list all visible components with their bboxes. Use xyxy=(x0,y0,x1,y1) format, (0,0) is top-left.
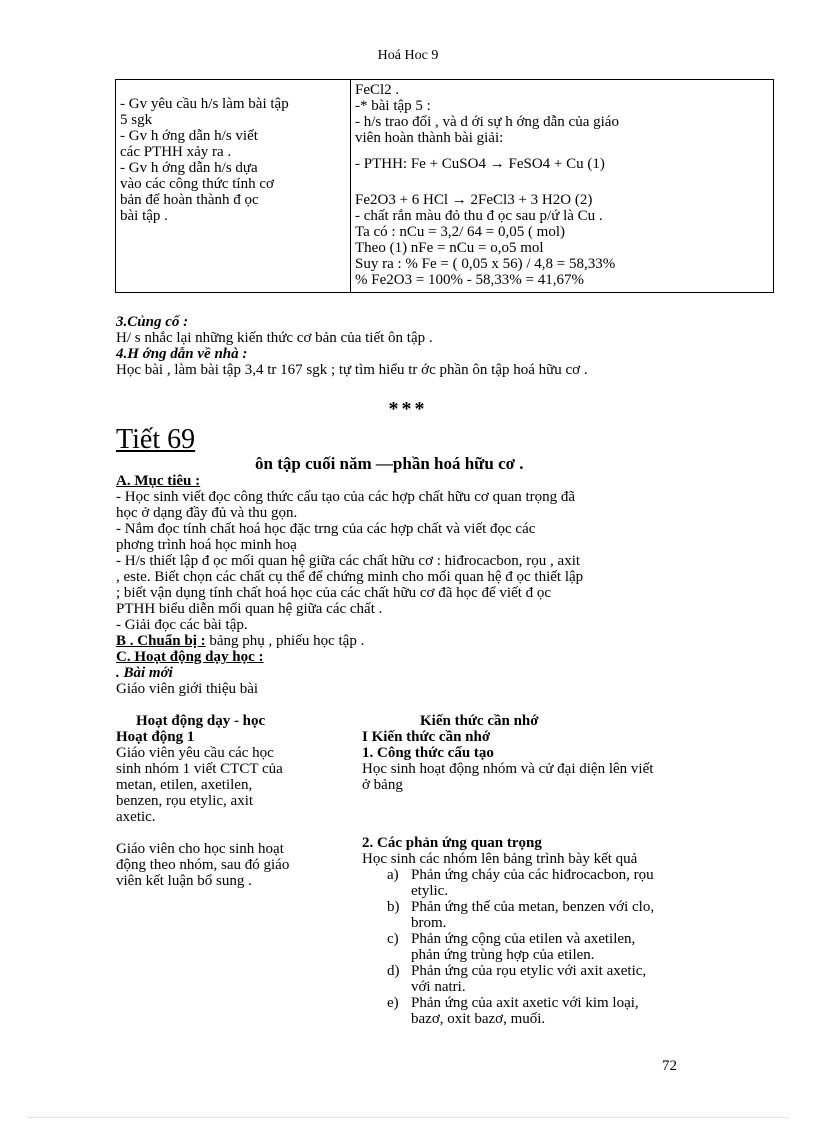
text-line: các PTHH xảy ra . xyxy=(120,144,232,160)
subsection-heading: 1. Công thức cấu tạo xyxy=(362,745,494,761)
text-line: - Gv h ớng dẫn h/s dựa xyxy=(120,160,258,176)
column-heading: Hoạt động dạy - học xyxy=(136,713,266,729)
footer-divider xyxy=(28,1117,788,1118)
text-line: , este. Biết chọn các chất cụ thể để chứng minh cho mối quan hệ đ ọc thiết lập xyxy=(116,569,584,585)
text-line: Học sinh hoạt động nhóm và cử đại diện lên viết xyxy=(362,761,654,777)
text-line: phơng trình hoá học minh hoạ xyxy=(116,537,297,553)
text-line: viên hoàn thành bài giải: xyxy=(355,130,504,146)
new-lesson-label: . Bài mới xyxy=(116,665,173,681)
objectives-section xyxy=(116,473,776,697)
text-line: sinh nhóm 1 viết CTCT của xyxy=(116,761,283,777)
text-line: - chất rắn màu đỏ thu đ ọc sau p/ứ là Cu . xyxy=(355,208,603,224)
summary-section xyxy=(116,314,776,378)
text-line: axetic. xyxy=(116,809,156,825)
section-text: bảng phụ , phiếu học tập . xyxy=(205,633,365,649)
section-title: A. Mục tiêu : xyxy=(116,473,201,489)
reaction-list xyxy=(362,867,762,1027)
separator-stars: *** xyxy=(388,398,428,420)
section-title: 4.H ớng dẫn về nhà : xyxy=(116,346,248,362)
activity-column xyxy=(116,713,341,889)
student-column xyxy=(351,80,774,293)
text-line: Giáo viên yêu cầu các học xyxy=(116,745,274,761)
text-line: bài tập . xyxy=(120,208,168,224)
section-title: B . Chuẩn bị : xyxy=(116,633,206,649)
text-line: Theo (1) nFe = nCu = o,o5 mol xyxy=(355,240,544,256)
text-line: - Nắm đọc tính chất hoá học đặc trng của các hợp chất và viết đọc các xyxy=(116,521,536,537)
activity-heading: Hoạt động 1 xyxy=(116,729,195,745)
section-title: C. Hoạt động dạy học : xyxy=(116,649,264,665)
text-line: viên kết luận bổ sung . xyxy=(116,873,252,889)
section-text: H/ s nhắc lại những kiến thức cơ bản của tiết ôn tập . xyxy=(116,330,433,346)
knowledge-column xyxy=(362,713,762,1027)
list-item: d) Phản ứng của rọu etylic với axit axetic, với natri. xyxy=(387,963,647,995)
text-line: động theo nhóm, sau đó giáo xyxy=(116,857,290,873)
text-line: ở bảng xyxy=(362,777,403,793)
exercise-table xyxy=(115,79,774,293)
text-line: bản để hoàn thành đ ọc xyxy=(120,192,259,208)
text-line: - Giải đọc các bài tập. xyxy=(116,617,248,633)
text-line: benzen, rọu etylic, axit xyxy=(116,793,254,809)
list-item: b) Phản ứng thế của metan, benzen với clo, brom. xyxy=(387,899,655,931)
text-line: - Học sinh viết đọc công thức cấu tạo của các hợp chất hữu cơ quan trọng đã xyxy=(116,489,576,505)
section-title: 3.Củng cố : xyxy=(116,314,189,330)
text-line: vào các công thức tính cơ xyxy=(120,176,274,192)
text-line: - h/s trao đổi , và d ới sự h ớng dẫn của giáo xyxy=(355,114,619,130)
text-line: metan, etilen, axetilen, xyxy=(116,777,253,793)
text-line: - Gv h ớng dẫn h/s viết xyxy=(120,128,258,144)
text-line: học ở dạng đầy đủ và thu gọn. xyxy=(116,505,298,521)
text-line: -* bài tập 5 : xyxy=(355,98,431,114)
lesson-title: ôn tập cuối năm —phần hoá hữu cơ . xyxy=(255,454,524,473)
page-header: Hoá Hoc 9 xyxy=(377,48,439,63)
prep-line xyxy=(116,633,776,649)
subsection-heading: 2. Các phản ứng quan trọng xyxy=(362,835,542,851)
page-number: 72 xyxy=(662,1058,677,1074)
equation-line: - PTHH: Fe + CuSO4 → FeSO4 + Cu (1) xyxy=(355,156,605,172)
text-line: - H/s thiết lập đ ọc mối quan hệ giữa các chất hữu cơ : hiđrocacbon, rọu , axit xyxy=(116,553,581,569)
list-item: a) Phản ứng cháy của các hiđrocacbon, rọu etylic. xyxy=(387,867,654,899)
text-line: PTHH biểu diễn mối quan hệ giữa các chất . xyxy=(116,601,383,617)
text-line: ; biết vận dụng tính chất hoá học của các chất hữu cơ đã học để viết đ ọc xyxy=(116,585,552,601)
text-line: Học sinh các nhóm lên bảng trình bày kết quả xyxy=(362,851,638,867)
section-heading: I Kiến thức cần nhớ xyxy=(362,729,491,745)
text-line: Suy ra : % Fe = ( 0,05 x 56) / 4,8 = 58,33% xyxy=(355,256,616,272)
text-line: Ta có : nCu = 3,2/ 64 = 0,05 ( mol) xyxy=(355,224,566,240)
section-text: Giáo viên giới thiệu bài xyxy=(116,681,259,697)
text-line: FeCl2 . xyxy=(355,82,400,98)
text-line: - Gv yêu cầu h/s làm bài tập xyxy=(120,96,289,112)
teacher-column xyxy=(116,80,351,293)
lesson-number: Tiết 69 xyxy=(116,424,196,455)
list-item: e) Phản ứng của axit axetic với kim loại, bazơ, oxit bazơ, muối. xyxy=(387,995,639,1027)
section-text: Học bài , làm bài tập 3,4 tr 167 sgk ; tự tìm hiểu tr ớc phần ôn tập hoá hữu cơ . xyxy=(116,362,588,378)
text-line: Giáo viên cho học sinh hoạt xyxy=(116,841,284,857)
column-heading: Kiến thức cần nhớ xyxy=(420,713,539,729)
equation-line: Fe2O3 + 6 HCl → 2FeCl3 + 3 H2O (2) xyxy=(355,192,593,208)
text-line: % Fe2O3 = 100% - 58,33% = 41,67% xyxy=(355,272,584,288)
list-item: c) Phản ứng cộng của etilen và axetilen, phản ứng trùng hợp của etilen. xyxy=(387,931,636,963)
text-line: 5 sgk xyxy=(120,112,153,128)
